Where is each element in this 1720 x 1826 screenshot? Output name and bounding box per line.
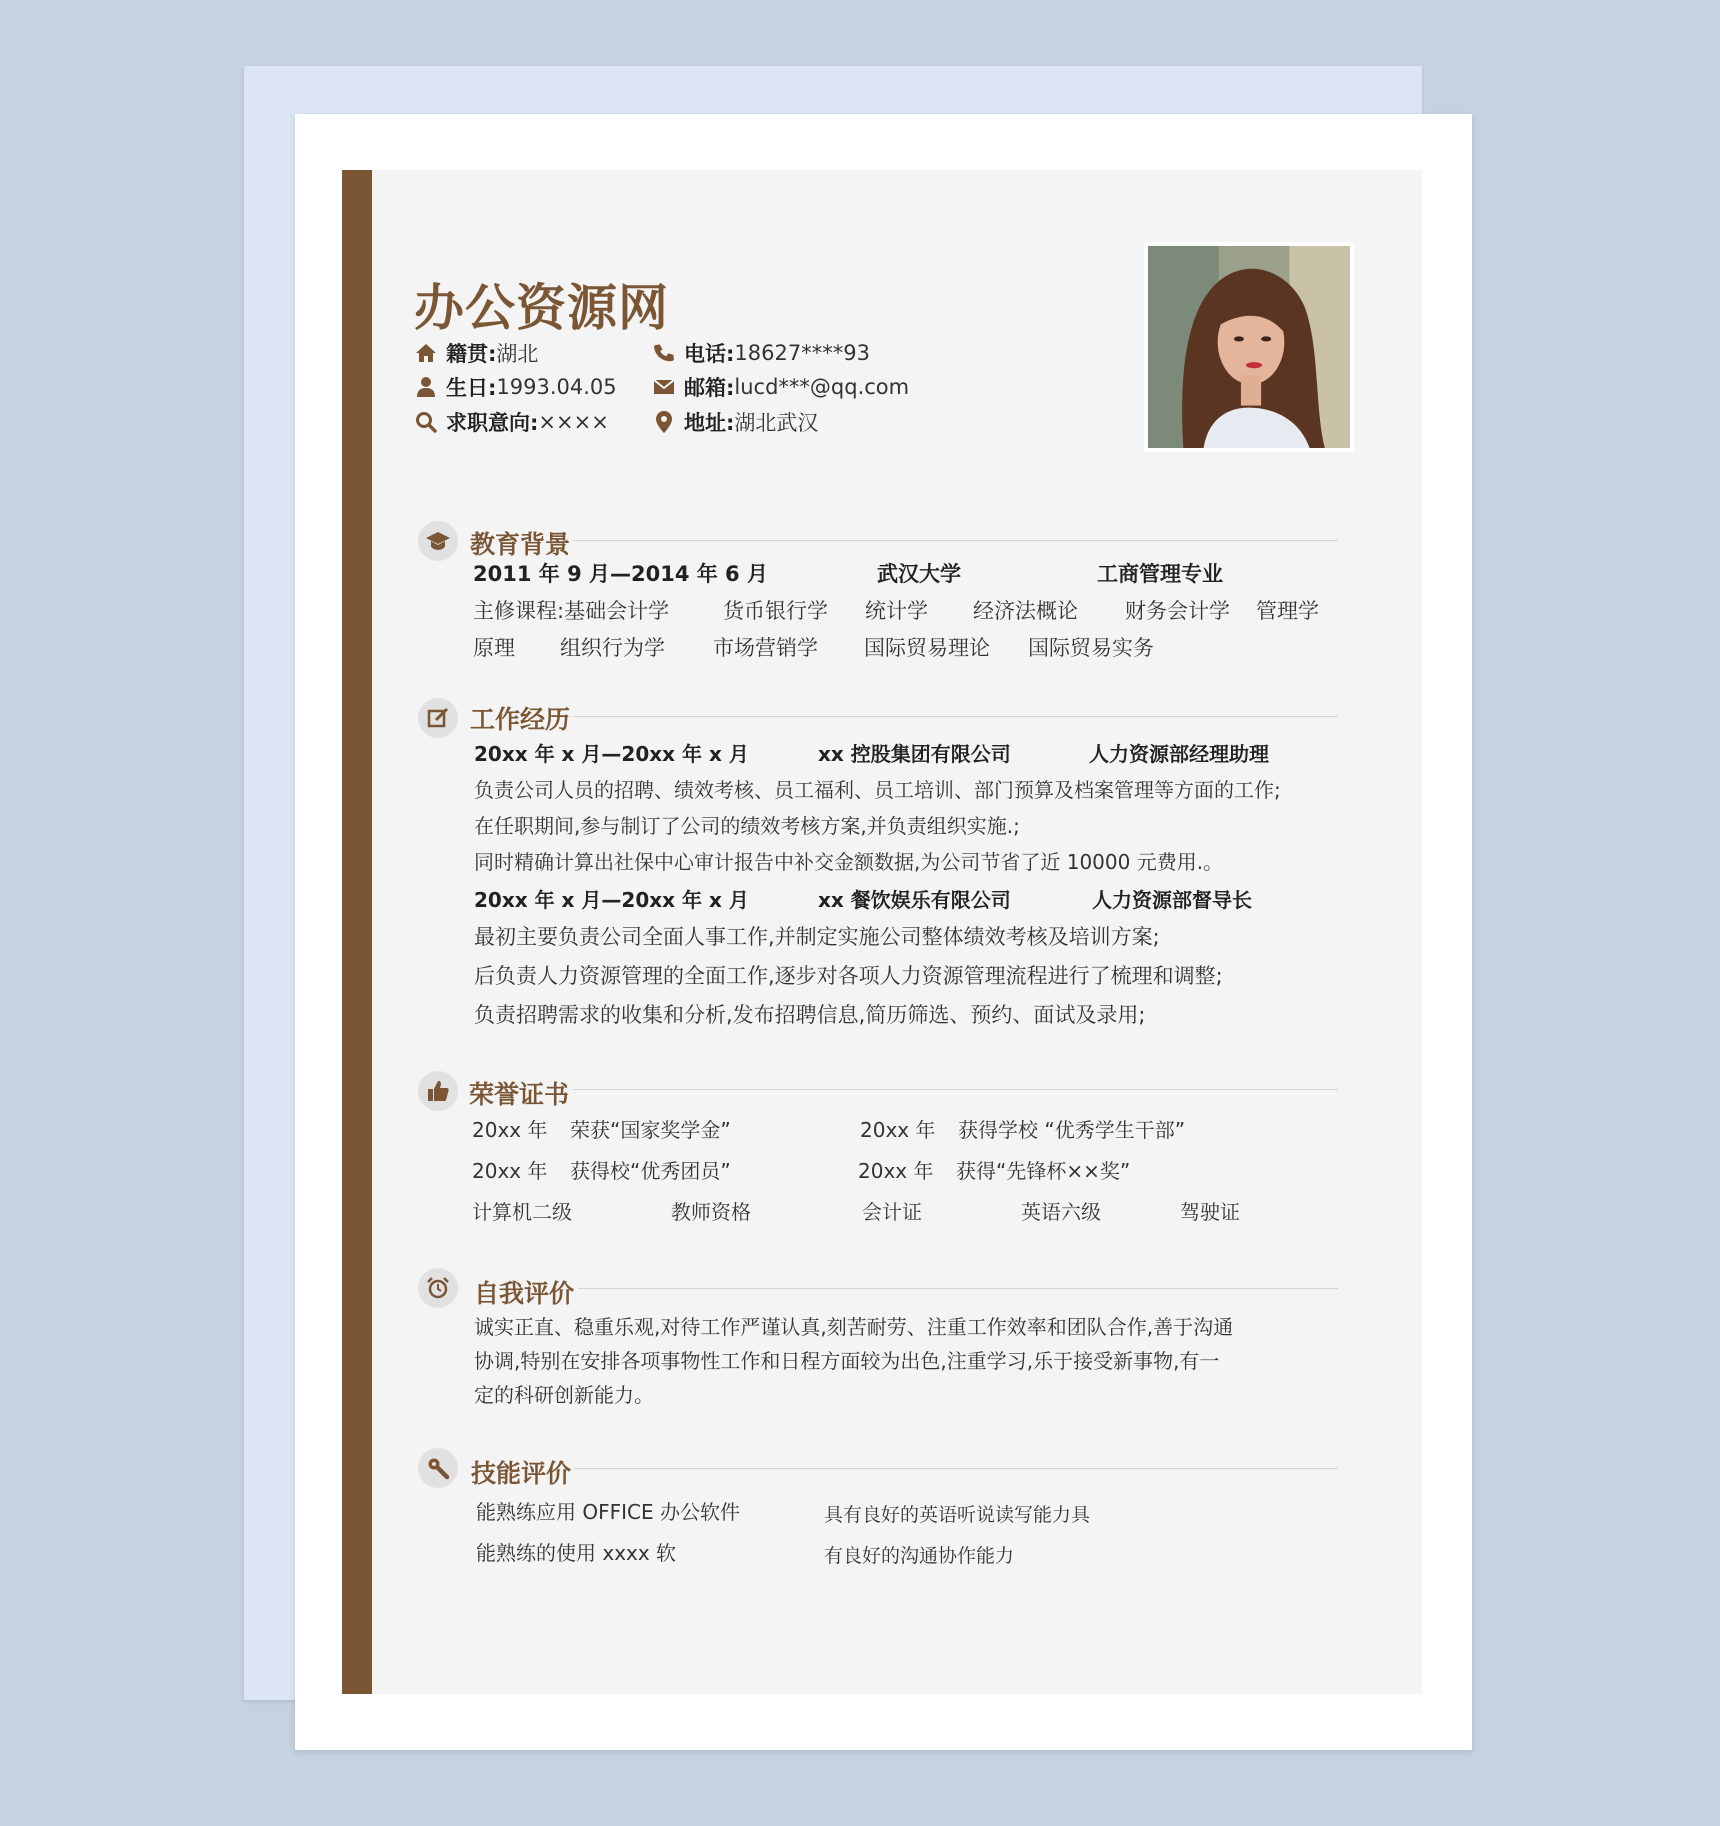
course-item: 财务会计学: [1125, 599, 1230, 623]
section-divider: [573, 716, 1338, 717]
course-item: 国际贸易实务: [1028, 636, 1154, 660]
search-icon: [414, 410, 438, 434]
job-intention: 求职意向: ××××: [414, 407, 609, 437]
self-evaluation-title: 自我评价: [474, 1279, 575, 1308]
education-title: 教育背景: [470, 530, 571, 559]
job-company: xx 控股集团有限公司: [818, 742, 1011, 766]
skill-item: 具有良好的英语听说读写能力具: [824, 1504, 1091, 1526]
edit-icon: [418, 698, 458, 738]
award-text: 荣获“国家奖学金”: [570, 1118, 731, 1142]
accent-stripe: [342, 170, 372, 1694]
certificate: 驾驶证: [1180, 1200, 1240, 1224]
course-item: 统计学: [865, 599, 928, 623]
certificate: 英语六级: [1021, 1200, 1101, 1224]
job-company: xx 餐饮娱乐有限公司: [818, 888, 1011, 912]
award-year: 20xx 年: [860, 1118, 936, 1142]
job-duty: 在任职期间,参与制订了公司的绩效考核方案,并负责组织实施.;: [474, 814, 1020, 838]
honors-title: 荣誉证书: [469, 1080, 570, 1109]
job-duty: 负责招聘需求的收集和分析,发布招聘信息,简历筛选、预约、面试及录用;: [474, 1003, 1146, 1027]
certificate: 教师资格: [671, 1200, 751, 1224]
candidate-name: 办公资源网: [414, 279, 669, 337]
course-item: 国际贸易理论: [864, 636, 990, 660]
award-text: 获得学校 “优秀学生干部”: [958, 1118, 1186, 1142]
wrench-icon: [418, 1448, 458, 1488]
course-item: 经济法概论: [973, 599, 1078, 623]
home-icon: [414, 341, 438, 365]
education-school: 武汉大学: [877, 562, 961, 586]
thumbs-up-icon: [418, 1071, 458, 1111]
course-item: 原理: [473, 636, 515, 660]
address: 地址: 湖北武汉: [652, 407, 818, 437]
education-period: 2011 年 9 月—2014 年 6 月: [473, 562, 768, 586]
job-duty: 负责公司人员的招聘、绩效考核、员工福利、员工培训、部门预算及档案管理等方面的工作;: [474, 778, 1281, 802]
award-text: 获得“先锋杯××奖”: [956, 1159, 1131, 1183]
course-item: 组织行为学: [560, 636, 665, 660]
certificate: 计算机二级: [472, 1200, 572, 1224]
phone: 电话: 18627****93: [652, 338, 870, 368]
award-year: 20xx 年: [858, 1159, 934, 1183]
job-duty: 同时精确计算出社保中心审计报告中补交金额数据,为公司节省了近 10000 元费用.。: [474, 850, 1224, 874]
course-item: 货币银行学: [723, 599, 828, 623]
section-divider: [573, 1089, 1338, 1090]
profile-photo: [1144, 242, 1354, 452]
award-year: 20xx 年: [472, 1118, 548, 1142]
course-item: 市场营销学: [713, 636, 818, 660]
job-period: 20xx 年 x 月—20xx 年 x 月: [474, 742, 749, 766]
self-evaluation-line: 协调,特别在安排各项事物性工作和日程方面较为出色,注重学习,乐于接受新事物,有一: [474, 1349, 1220, 1373]
section-divider: [578, 1288, 1338, 1289]
mail-icon: [652, 375, 676, 399]
job-position: 人力资源部经理助理: [1089, 742, 1269, 766]
email: 邮箱: lucd***@qq.com: [652, 372, 909, 402]
job-period: 20xx 年 x 月—20xx 年 x 月: [474, 888, 749, 912]
native-place: 籍贯: 湖北: [414, 338, 538, 368]
skill-item: 能熟练应用 OFFICE 办公软件: [476, 1500, 740, 1524]
user-icon: [414, 375, 438, 399]
section-divider: [573, 540, 1338, 541]
graduation-cap-icon: [418, 521, 458, 561]
skill-item: 有良好的沟通协作能力: [824, 1545, 1015, 1567]
job-duty: 最初主要负责公司全面人事工作,并制定实施公司整体绩效考核及培训方案;: [474, 925, 1160, 949]
education-major: 工商管理专业: [1097, 562, 1223, 586]
job-duty: 后负责人力资源管理的全面工作,逐步对各项人力资源管理流程进行了梳理和调整;: [474, 964, 1223, 988]
section-divider: [574, 1468, 1338, 1469]
self-evaluation-line: 定的科研创新能力。: [474, 1383, 654, 1407]
course-item: 主修课程:基础会计学: [473, 599, 670, 623]
location-pin-icon: [652, 410, 676, 434]
award-year: 20xx 年: [472, 1159, 548, 1183]
alarm-clock-icon: [418, 1268, 458, 1308]
skill-item: 能熟练的使用 xxxx 软: [476, 1541, 677, 1565]
job-position: 人力资源部督导长: [1092, 888, 1252, 912]
phone-icon: [652, 341, 676, 365]
certificate: 会计证: [862, 1200, 922, 1224]
award-text: 获得校“优秀团员”: [570, 1159, 731, 1183]
birthday: 生日: 1993.04.05: [414, 372, 617, 402]
self-evaluation-line: 诚实正直、稳重乐观,对待工作严谨认真,刻苦耐劳、注重工作效率和团队合作,善于沟通: [474, 1315, 1234, 1339]
work-title: 工作经历: [470, 705, 571, 734]
course-item: 管理学: [1256, 599, 1319, 623]
skills-title: 技能评价: [471, 1459, 572, 1488]
